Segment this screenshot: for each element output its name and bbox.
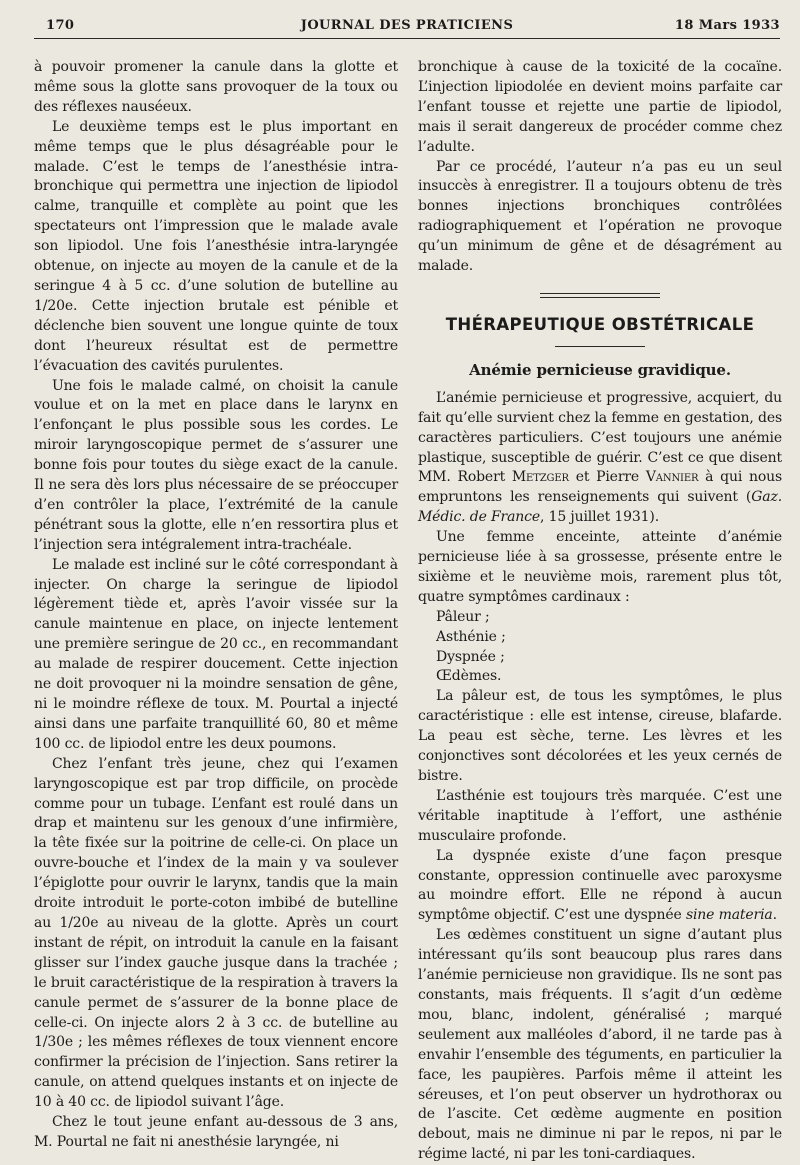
list-item: Pâleur ; [436,608,490,625]
paragraph: bronchique à cause de la toxicité de la cocaïne. L’injection lipiodolée en devient moins parfaite car l’enfant tousse et rejette une partie de lipiodol, mais il serait dangereux de procéder comme chez l’adulte. [418,59,782,155]
list-item: Dyspnée ; [436,648,505,665]
text-run: à qui nous empruntons les renseignements qui suivent ( [418,469,782,506]
paragraph: Une femme enceinte, atteinte d’anémie pernicieuse liée à sa grossesse, présente entre le sixième et le neuvième mois, rarement plus tôt, quatre symptômes cardinaux : [418,529,782,605]
paragraph: La pâleur est, de tous les symptômes, le plus caractéristique : elle est intense, cireuse, blafarde. La peau est sèche, terne. Les lèvres et les conjonctives sont décolorées et les yeux cernés de bistre. [418,688,782,784]
author-name: Vannier [645,469,699,486]
paragraph: Chez le tout jeune enfant au-dessous de 3 ans, M. Pourtal ne fait ni anesthésie laryngée, ni [34,1114,398,1150]
latin-phrase: sine materia [685,907,773,924]
paragraph: L’asthénie est toujours très marquée. C’est une véritable inaptitude à l’effort, une asthénie musculaire profonde. [418,787,782,844]
left-column [34,58,398,1153]
issue-date: 18 Mars 1933 [674,18,780,33]
paragraph: Le malade est incliné sur le côté correspondant à injecter. On charge la seringue de lipiodol légèrement tiède et, après l’avoir vissée sur la canule maintenue en place, on injecte lentement une première seringue de 20 cc., en recommandant au malade de respirer doucement. Cette injection ne doit provoquer ni la moindre sensation de gêne, ni le moindre réflexe de toux. M. Pourtal a injecté ainsi dans une parfaite tranquillité 60, 80 et même 100 cc. de lipiodol entre les deux poumons. [34,556,398,752]
text-run: L’anémie pernicieuse et progressive, acquiert, du fait qu’elle survient chez la femme en gestation, des caractères particuliers. C’est toujours une anémie plastique, susceptible de guérir. C’est ce que disent MM. Robert [418,389,782,486]
paragraph: à pouvoir promener la canule dans la glotte et même sous la glotte sans provoquer de la toux ou des réflexes nauséeux. [34,59,398,115]
title-underline [555,346,645,347]
list-item: Œdèmes. [436,668,502,685]
text-run: . [772,907,777,924]
list-item: Asthénie ; [436,628,506,645]
citation: Gaz. Médic. de France [418,489,782,526]
paragraph: Le deuxième temps est le plus important en même temps que le plus désagréable pour le malade. C’est le temps de l’anesthésie intra-bronchique qui permettra une injection de lipiodol calme, tranquille et complète au point que les spectateurs ont l’impression que le malade avale son lipiodol. Une fois l’anesthésie intra-laryngée obtenue, on injecte au moyen de la canule et de la seringue 4 à 5 cc. d’une solution de butelline au 1/20e. Cette injection brutale est pénible et déclenche bien souvent une longue quinte de toux dont l’heureux résultat est de permettre l’évacuation des cavités purulentes. [34,118,398,374]
paragraph: Les œdèmes constituent un signe d’autant plus intéressant qu’ils sont beaucoup plus rares dans l’anémie pernicieuse non gravidique. Ils ne sont pas constants, mais fréquents. Il s’agit d’un œdème mou, blanc, indolent, généralisé ; marqué seulement aux malléoles d’abord, il ne tarde pas à envahir l’ensemble des téguments, en particulier la face, les paupières. Parfois même il atteint les séreuses, et l’on peut observer un hydrothorax ou de l’ascite. Cet œdème augmente en position debout, mais ne diminue ni par le repos, ni par le régime lacté, ni par les toni-cardiaques. [418,927,782,1163]
page-header [34,14,780,39]
paragraph [418,847,782,927]
article-title: Anémie pernicieuse gravidique. [469,360,731,379]
section-divider [540,293,660,298]
paragraph: Une fois le malade calmé, on choisit la canule voulue et on la met en place dans le larynx en l’enfonçant le plus possible sous les cordes. Le miroir laryngoscopique permet de s’assurer une bonne fois pour toutes du siège exact de la canule. Il ne sera dès lors plus nécessaire de se préoccuper d’en contrôler la place, l’extrémité de la canule pénétrant sous la glotte, elle n’en ressortira plus et l’injection sera intégralement intra-trachéale. [34,377,398,553]
paragraph: Par ce procédé, l’auteur n’a pas eu un seul insuccès à enregistrer. Il a toujours obtenu de très bonnes injections bronchiques contrôlées radiographiquement et l’opération ne provoque qu’un minimum de gêne et de désagrément au malade. [418,158,782,275]
symptom-list [418,608,782,688]
paragraph: Chez l’enfant très jeune, chez qui l’examen laryngoscopique est par trop difficile, on procède comme pour un tubage. L’enfant est roulé dans un drap et maintenu sur les genoux d’une infirmière, la tête fixée sur la poitrine de celle-ci. On place un ouvre-bouche et l’index de la main y va soulever l’épiglotte pour ouvrir le larynx, tandis que la main droite introduit le porte-coton imbibé de butelline au 1/20e au niveau de la glotte. Après un court instant de répit, on introduit la canule en la faisant glisser sur l’index gauche jusque dans la trachée ; le bruit caractéristique de la respiration à travers la canule permet de s’assurer de la bonne place de celle-ci. On injecte alors 2 à 3 cc. de butelline au 1/30e ; les mêmes réflexes de toux viennent encore confirmer la précision de l’injection. Sans retirer la canule, on attend quelques instants et on injecte de 10 à 40 cc. de lipiodol suivant l’âge. [34,755,398,1111]
author-name: Metzger [511,469,569,486]
section-title: THÉRAPEUTIQUE OBSTÉTRICALE [445,314,755,334]
text-run: et Pierre [568,469,646,486]
right-column [418,58,782,1165]
text-run: La dyspnée existe d’une façon presque constante, oppression continuelle avec paroxysme au moindre effort. Elle ne répond à aucun symptôme objectif. C’est une dyspnée [418,847,782,924]
page-number: 170 [46,18,75,33]
text-run: , 15 juillet 1931). [540,509,660,526]
paragraph [418,389,782,528]
journal-title: JOURNAL DES PRATICIENS [300,18,514,33]
